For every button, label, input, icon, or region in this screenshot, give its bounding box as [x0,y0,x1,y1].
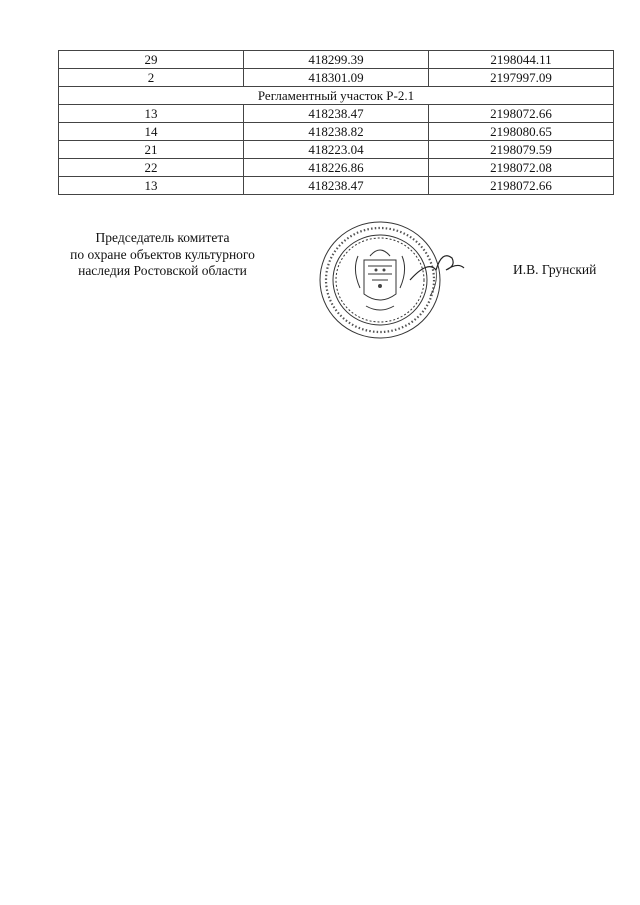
table-row [59,105,614,123]
y-coordinate-cell: 2197997.09 [429,69,614,87]
table-row [59,177,614,195]
point-number-cell: 2 [59,69,244,87]
y-coordinate-cell: 2198072.08 [429,159,614,177]
signatory-title-line: по охране объектов культурного [70,246,255,262]
x-coordinate-cell: 418299.39 [244,51,429,69]
x-coordinate-cell: 418223.04 [244,141,429,159]
table-row [59,51,614,69]
y-coordinate-cell: 2198080.65 [429,123,614,141]
x-coordinate-cell: 418238.82 [244,123,429,141]
y-coordinate-cell: 2198079.59 [429,141,614,159]
coordinates-table-body [59,51,614,195]
point-number-cell: 21 [59,141,244,159]
signatory-title-line: наследия Ростовской области [78,263,247,278]
table-row [59,141,614,159]
y-coordinate-cell: 2198072.66 [429,105,614,123]
signatory-title-line: Председатель комитета [95,230,230,245]
table-row [59,69,614,87]
x-coordinate-cell: 418238.47 [244,105,429,123]
table-section-row [59,87,614,105]
coordinates-table [58,50,614,195]
official-seal-stamp [318,210,468,345]
table-row [59,159,614,177]
point-number-cell: 13 [59,177,244,195]
x-coordinate-cell: 418226.86 [244,159,429,177]
point-number-cell: 13 [59,105,244,123]
point-number-cell: 29 [59,51,244,69]
table-row [59,123,614,141]
point-number-cell: 22 [59,159,244,177]
x-coordinate-cell: 418238.47 [244,177,429,195]
y-coordinate-cell: 2198044.11 [429,51,614,69]
x-coordinate-cell: 418301.09 [244,69,429,87]
point-number-cell: 14 [59,123,244,141]
signatory-title [40,230,285,280]
signatory-name: И.В. Грунский [513,262,597,277]
y-coordinate-cell: 2198072.66 [429,177,614,195]
section-label: Регламентный участок Р-2.1 [59,87,614,105]
